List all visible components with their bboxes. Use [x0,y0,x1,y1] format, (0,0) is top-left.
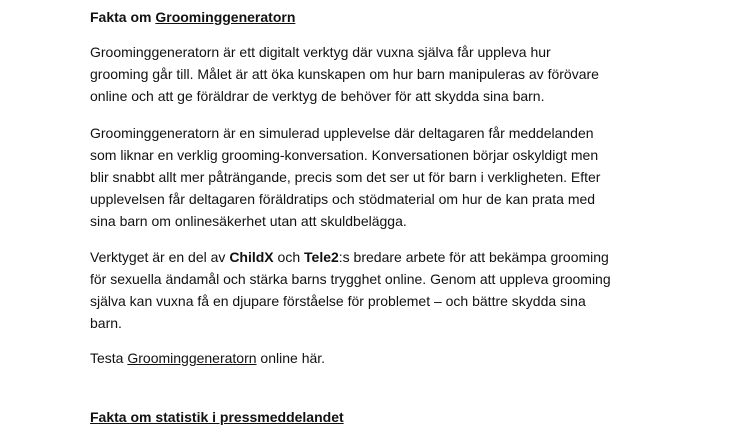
paragraph-line: själva kan vuxna få en djupare förståelse för problemet – och bättre skydda sina [90,293,586,309]
brand-childx: ChildX [229,249,274,265]
text-fragment: online här. [256,350,326,366]
heading-prefix: Fakta om [90,9,156,25]
paragraph-line: barn. [90,315,122,331]
paragraph-line: blir snabbt allt mer påträngande, precis som det ser ut för barn i verkligheten. Efter [90,169,601,185]
groominggeneratorn-heading-link[interactable]: Groominggeneratorn [155,9,296,25]
heading-fakta-om-statistik: Fakta om statistik i pressmeddelandet [90,409,344,425]
paragraph-line: online och att ge föräldrar de verktyg de behöver för att skydda sina barn. [90,88,545,104]
paragraph-line [90,347,690,369]
paragraph-simulation [90,122,690,232]
groominggeneratorn-link[interactable]: Groominggeneratorn [127,350,257,366]
paragraph-try-link [90,347,690,369]
paragraph-line: grooming går till. Målet är att öka kunskapen om hur barn manipuleras av förövare [90,66,599,82]
paragraph-line: Groominggeneratorn är en simulerad upplevelse där deltagaren får meddelanden [90,125,594,141]
paragraph-partners [90,246,690,334]
paragraph-line: för sexuella ändamål och stärka barns trygghet online. Genom att uppleva grooming [90,271,611,287]
paragraph-line: upplevelsen får deltagaren föräldratips och stödmaterial om hur de kan prata med [90,191,596,207]
paragraph-line: sina barn om onlinesäkerhet utan att skuldbelägga. [90,213,407,229]
paragraph-line [90,246,690,268]
paragraph-line: som liknar en verklig grooming-konversation. Konversationen börjar oskyldigt men [90,147,599,163]
text-fragment: Testa [90,350,128,366]
paragraph-line: Groominggeneratorn är ett digitalt verktyg där vuxna själva får uppleva hur [90,44,551,60]
heading-fakta-om-groominggeneratorn [90,8,295,26]
text-fragment: Verktyget är en del av [90,249,230,265]
brand-tele2: Tele2 [304,249,339,265]
paragraph-intro [90,41,690,107]
text-fragment: och [273,249,305,265]
text-fragment: :s bredare arbete för att bekämpa grooming [338,249,609,265]
